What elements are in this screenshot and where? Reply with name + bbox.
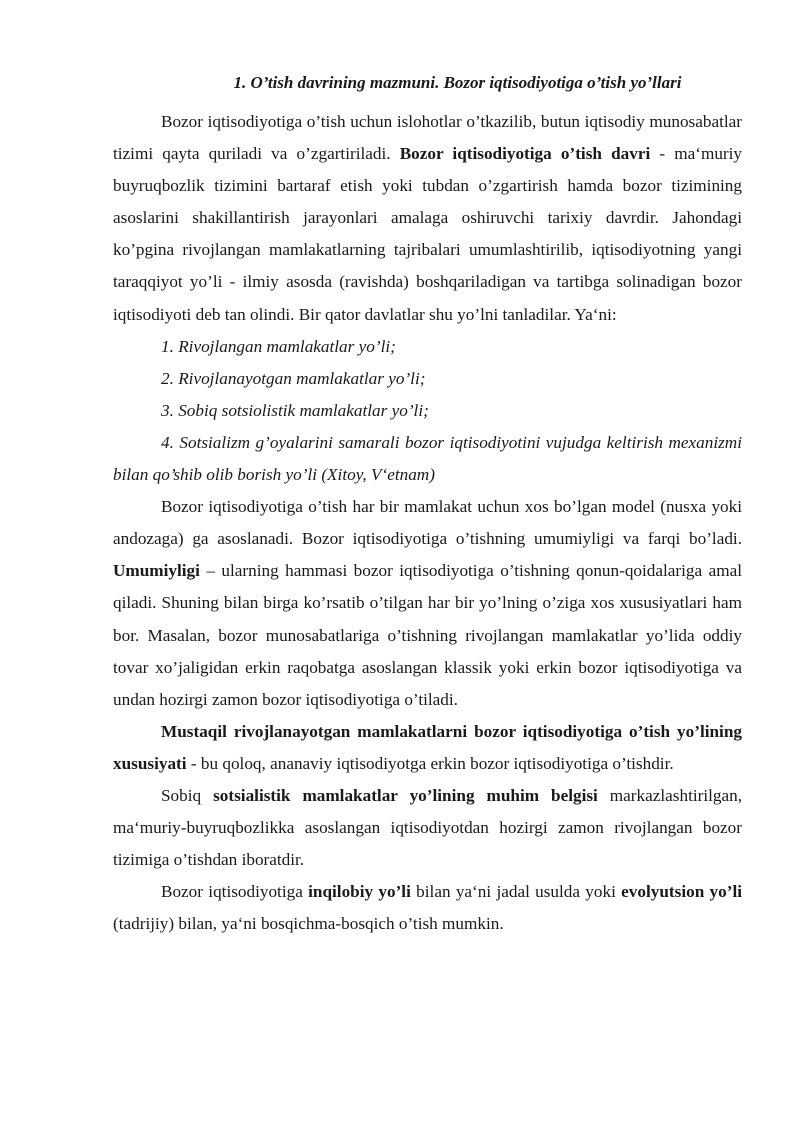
text-run: – ularning hammasi bozor iqtisodiyotiga o’tishning qonun-qoidalariga amal qiladi. Shuning bilan birga ko’rsatib o’tilgan har bir yo’lning o’ziga xos xususiyatlari ham bor. Masalan, bozor munosabatlariga o’tishning rivojlangan mamlakatlar yo’lida oddiy tovar xo’jaligidan erkin raqobatga asoslangan klassik yoki erkin bozor iqtisodiyotiga va undan hozirgi zamon bozor iqtisodiyotiga o’tiladi. — [113, 561, 742, 709]
bold-term-socialist-path: sotsialistik mamlakatlar yo’lining muhim belgisi — [213, 785, 598, 805]
text-run: Bozor iqtisodiyotiga o’tish uchun islohotlar o’tkazilib, butun iqtisodiy munosabatlar tizimi qayta quriladi va o’zgartiriladi. — [113, 112, 742, 164]
text-run: - ma‘muriy buyruqbozlik tizimini bartaraf etish yoki tubdan o’zgartirish hamda bozor tizimining asoslarini shakillantirish jarayonlari amalaga oshiruvchi tarixiy davrdir. Jahondagi ko’pgina rivojlangan mamlakatlarning tajribalari umumlashtirilib, iqtisodiyotning yangi taraqqiyot yo’li - ilmiy asosda (ravishda) boshqariladigan va tartibga solinadigan bozor iqtisodiyoti deb tan olindi. Bir qator davlatlar shu yo’lni tanladilar. Ya‘ni: — [113, 144, 743, 324]
text-run: markazlashtirilgan, ma‘muriy-buyruqbozlikka asoslangan iqtisodiyotdan hozirgi zamon rivojlangan bozor tizimiga o’tishdan iboratdir. — [113, 785, 743, 870]
text-run: Bozor iqtisodiyotiga o’tish har bir mamlakat uchun xos bo’lgan model (nusxa yoki andozaga) ga asoslanadi. Bozor iqtisodiyotiga o’tishning umumiyligi va farqi bo’ladi. — [113, 497, 742, 549]
bold-term-evolutionary-path: evolyutsion yo’li — [621, 882, 743, 902]
bold-term-transition-period: Bozor iqtisodiyotiga o’tish davri — [399, 144, 651, 164]
paragraph-models — [113, 491, 742, 716]
bold-term-developing-path: Mustaqil rivojlanayotgan mamlakatlarni bozor iqtisodiyotiga o’tish yo’lining xususiyati — [113, 721, 742, 773]
paragraph-paths — [113, 876, 742, 940]
paragraph-socialist-countries — [113, 780, 742, 876]
paragraph-transition-definition — [113, 106, 742, 331]
text-run: Sobiq — [161, 785, 214, 805]
document-page — [113, 70, 742, 940]
list-item-2: 2. Rivojlanayotgan mamlakatlar yo’li; — [161, 368, 426, 388]
paragraph-developing-countries — [113, 716, 742, 780]
list-item-1: 1. Rivojlangan mamlakatlar yo’li; — [161, 336, 396, 356]
text-run: Bozor iqtisodiyotiga — [161, 882, 309, 902]
text-run: bilan ya‘ni jadal usulda yoki — [410, 882, 622, 902]
bold-term-commonality: Umumiyligi — [113, 561, 200, 581]
text-run: - bu qoloq, ananaviy iqtisodiyotga erkin bozor iqtisodiyotiga o’tishdir. — [186, 753, 674, 773]
text-run: (tadrijiy) bilan, ya‘ni bosqichma-bosqich o’tish mumkin. — [113, 914, 504, 934]
list-item-4: 4. Sotsializm g’oyalarini samarali bozor iqtisodiyotini vujudga keltirish mexanizmi bilan qo’shib olib borish yo’li (Xitoy, V‘etnam) — [113, 432, 742, 485]
section-heading: 1. O’tish davrining mazmuni. Bozor iqtisodiyotiga o’tish yo’llari — [233, 73, 682, 92]
bold-term-revolutionary-path: inqilobiy yo’li — [308, 882, 411, 902]
list-item-3: 3. Sobiq sotsiolistik mamlakatlar yo’li; — [161, 400, 429, 420]
